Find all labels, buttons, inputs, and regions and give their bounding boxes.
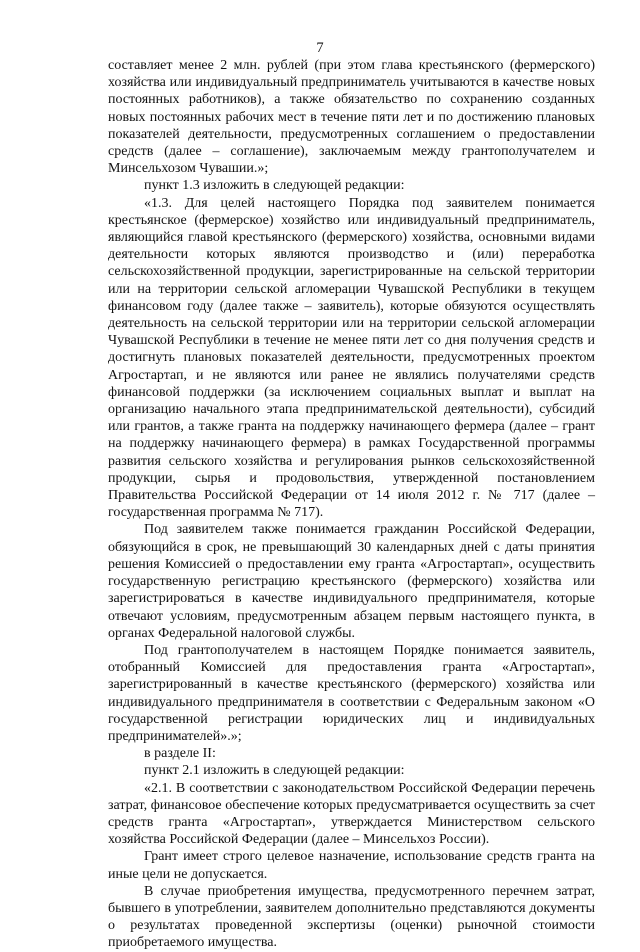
paragraph-amendment-2-1-intro: пункт 2.1 изложить в следующей редакции: — [144, 763, 405, 779]
paragraph-clause-2-1: «2.1. В соответствии с законодательством Российской Федерации перечень затрат, финансовое обеспечение которых предусматривается осуществить за счет средств гранта «Агростартап», утверждается Министерством сельского хозяйства Российской Федерации (далее – Минсельхоз России). — [108, 780, 595, 848]
paragraph-section-2-intro: в разделе II: — [144, 746, 216, 762]
paragraph-amendment-1-3-intro: пункт 1.3 изложить в следующей редакции: — [144, 178, 405, 194]
paragraph-continuation: составляет менее 2 млн. рублей (при этом глава крестьянского (фермерского) хозяйства или индивидуальный предприниматель учитываются в качестве новых постоянных работников), а также обязательство по сохранению созданных новых постоянных рабочих мест в течение пяти лет и по достижению плановых показателей деятельности, предусмотренных соглашением о предоставлении средств (далее – соглашение), заключаемым между грантополучателем и Минсельхозом Чувашии.»; — [108, 58, 595, 177]
paragraph-grant-recipient: Под грантополучателем в настоящем Порядке понимается заявитель, отобранный Комиссией для предоставления гранта «Агростартап», зарегистрированный в качестве крестьянского (фермерского) хозяйства или индивидуального предпринимателя в соответствии с Федеральным законом «О государственной регистрации юридических лиц и индивидуальных предпринимателей».»; — [108, 642, 595, 744]
paragraph-clause-1-3: «1.3. Для целей настоящего Порядка под заявителем понимается крестьянское (фермерское) хозяйство или индивидуальный предприниматель, являющийся главой крестьянского (фермерского) хозяйства, основными видами деятельности которых являются производство и (или) переработка сельскохозяйственной продукции, зарегистрированные на сельской территории или на территории сельской агломерации Чувашской Республики в текущем финансовом году (далее также – заявитель), которые обязуются осуществлять деятельность на сельской территории или на территории сельской агломерации Чувашской Республики в течение не менее пяти лет со дня получения средств и достигнуть плановых показателей деятельности, предусмотренных проектом Агростартап, и не являются или ранее не являлись получателями средств финансовой поддержки (за исключением социальных выплат и выплат на организацию начального этапа предпринимательской деятельности), субсидий или грантов, а также гранта на поддержку начинающего фермера (далее – грант на поддержку начинающего фермера) в рамках Государственной программы развития сельского хозяйства и регулирования рынков сельскохозяйственной продукции, сырья и продовольствия, утвержденной постановлением Правительства Российской Федерации от 14 июля 2012 г. № 717 (далее – государственная программа № 717). — [108, 195, 595, 521]
paragraph-grant-purpose: Грант имеет строго целевое назначение, использование средств гранта на иные цели не допускается. — [108, 849, 595, 882]
paragraph-applicant-citizen: Под заявителем также понимается гражданин Российской Федерации, обязующийся в срок, не превышающий 30 календарных дней с даты принятия решения Комиссией о предоставлении ему гранта «Агростартап», осуществить государственную регистрацию крестьянского (фермерского) хозяйства или зарегистрироваться в качестве индивидуального предпринимателя, которые отвечают условиям, предусмотренным абзацем первым настоящего пункта, в органах Федеральной налоговой службы. — [108, 522, 595, 641]
paragraph-used-property: В случае приобретения имущества, предусмотренного перечнем затрат, бывшего в употреблении, заявителем дополнительно представляются документы о результатах проведенной экспертизы (оценки) рыночной стоимости приобретаемого имущества. — [108, 883, 595, 951]
document-body — [108, 57, 595, 952]
page-number: 7 — [316, 40, 324, 56]
